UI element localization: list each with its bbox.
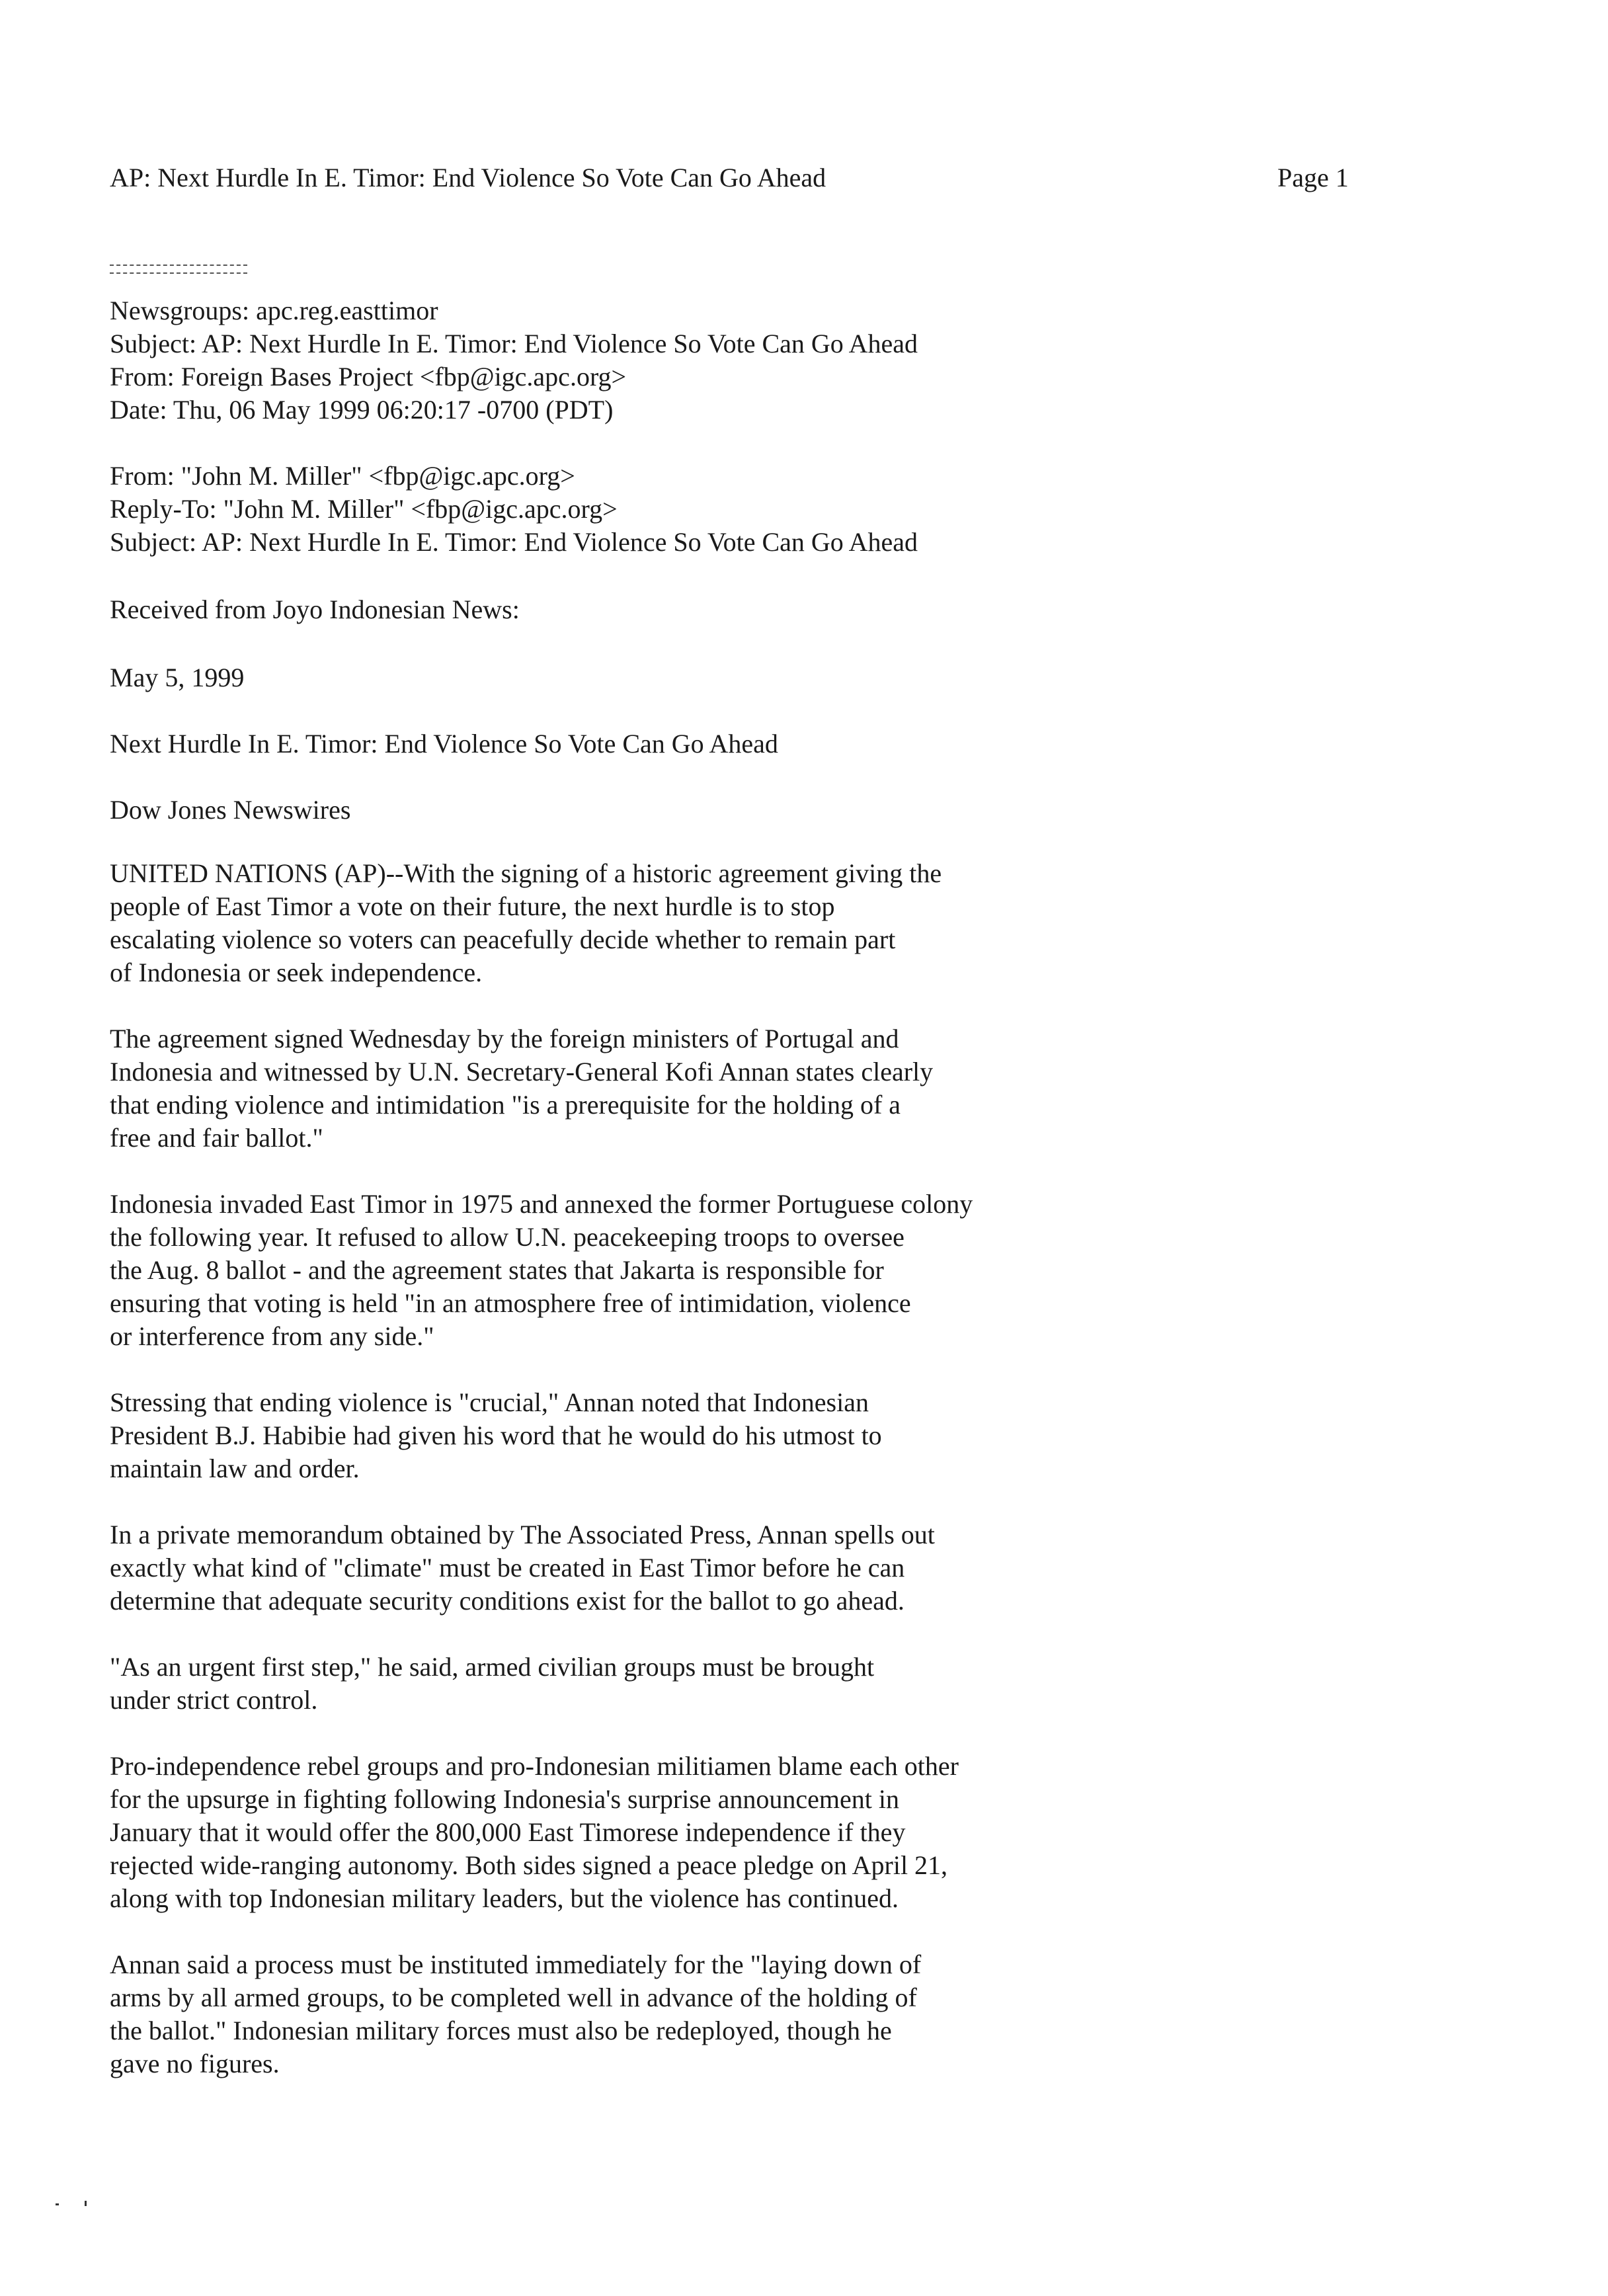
paragraph-line: rejected wide-ranging autonomy. Both sides signed a peace pledge on April 21, [110, 1850, 948, 1880]
paragraph-line: for the upsurge in fighting following Indonesia's surprise announcement in [110, 1784, 900, 1814]
paragraph-line: President B.J. Habibie had given his word that he would do his utmost to [110, 1420, 882, 1450]
newsgroups-line: Newsgroups: apc.reg.easttimor [110, 296, 438, 325]
paragraph-line: the following year. It refused to allow U.N. peacekeeping troops to oversee [110, 1222, 904, 1252]
paragraph-line: along with top Indonesian military leaders, but the violence has continued. [110, 1883, 899, 1913]
paragraph-line: January that it would offer the 800,000 East Timorese independence if they [110, 1817, 906, 1847]
article-paragraph [110, 1651, 1049, 1717]
from-line: From: "John M. Miller" <fbp@igc.apc.org> [110, 461, 575, 491]
received-from-line: Received from Joyo Indonesian News: [110, 594, 520, 624]
paragraph-line: In a private memorandum obtained by The Associated Press, Annan spells out [110, 1520, 935, 1549]
article-paragraph [110, 1518, 1049, 1618]
date-line: Date: Thu, 06 May 1999 06:20:17 -0700 (PDT) [110, 395, 614, 425]
article-paragraph [110, 1948, 1049, 2080]
paragraph-line: that ending violence and intimidation "is a prerequisite for the holding of a [110, 1090, 901, 1120]
paragraph-line: arms by all armed groups, to be completed well in advance of the holding of [110, 1983, 917, 2012]
paragraph-line: under strict control. [110, 1685, 318, 1715]
article-title: Next Hurdle In E. Timor: End Violence So Vote Can Go Ahead [110, 729, 778, 758]
scan-speck [56, 2203, 59, 2205]
paragraph-line: ensuring that voting is held "in an atmosphere free of intimidation, violence [110, 1288, 911, 1318]
paragraph-line: determine that adequate security conditions exist for the ballot to go ahead. [110, 1586, 904, 1616]
paragraph-line: or interference from any side." [110, 1321, 434, 1351]
reply-to-line: Reply-To: "John M. Miller" <fbp@igc.apc.org> [110, 494, 618, 524]
article-paragraph [110, 1386, 1049, 1485]
paragraph-line: Pro-independence rebel groups and pro-Indonesian militiamen blame each other [110, 1751, 959, 1781]
paragraph-line: Stressing that ending violence is "crucial," Annan noted that Indonesian [110, 1387, 869, 1417]
paragraph-line: free and fair ballot." [110, 1123, 323, 1153]
page-number: Page 1 [1277, 163, 1349, 192]
article-date: May 5, 1999 [110, 663, 245, 692]
article-source: Dow Jones Newswires [110, 795, 351, 825]
subject-line: Subject: AP: Next Hurdle In E. Timor: End Violence So Vote Can Go Ahead [110, 329, 918, 358]
paragraph-line: the ballot." Indonesian military forces must also be redeployed, though he [110, 2016, 892, 2045]
email-header-block-2 [110, 460, 1049, 559]
separator-line [110, 265, 247, 274]
paragraph-line: Indonesia and witnessed by U.N. Secretary-General Kofi Annan states clearly [110, 1057, 934, 1086]
paragraph-line: UNITED NATIONS (AP)--With the signing of a historic agreement giving the [110, 858, 942, 888]
page-header-title: AP: Next Hurdle In E. Timor: End Violence So Vote Can Go Ahead [110, 163, 826, 192]
article-paragraph [110, 1022, 1049, 1155]
email-header-block-1 [110, 294, 1049, 427]
paragraph-line: "As an urgent first step," he said, armed civilian groups must be brought [110, 1652, 875, 1682]
from-line: From: Foreign Bases Project <fbp@igc.apc.org> [110, 362, 627, 391]
article-paragraph [110, 1188, 1049, 1353]
paragraph-line: the Aug. 8 ballot - and the agreement states that Jakarta is responsible for [110, 1255, 884, 1285]
paragraph-line: gave no figures. [110, 2049, 280, 2078]
paragraph-line: Annan said a process must be instituted immediately for the "laying down of [110, 1949, 922, 1979]
paragraph-line: Indonesia invaded East Timor in 1975 and annexed the former Portuguese colony [110, 1189, 973, 1219]
paragraph-line: exactly what kind of "climate" must be created in East Timor before he can [110, 1553, 905, 1582]
paragraph-line: people of East Timor a vote on their future, the next hurdle is to stop [110, 891, 835, 921]
paragraph-line: of Indonesia or seek independence. [110, 958, 483, 987]
paragraph-line: maintain law and order. [110, 1454, 360, 1483]
paragraph-line: The agreement signed Wednesday by the foreign ministers of Portugal and [110, 1024, 899, 1053]
subject-line: Subject: AP: Next Hurdle In E. Timor: End Violence So Vote Can Go Ahead [110, 527, 918, 557]
article-paragraph [110, 1750, 1049, 1915]
paragraph-line: escalating violence so voters can peacefully decide whether to remain part [110, 924, 896, 954]
scan-speck [85, 2201, 87, 2206]
article-paragraph [110, 857, 1049, 989]
